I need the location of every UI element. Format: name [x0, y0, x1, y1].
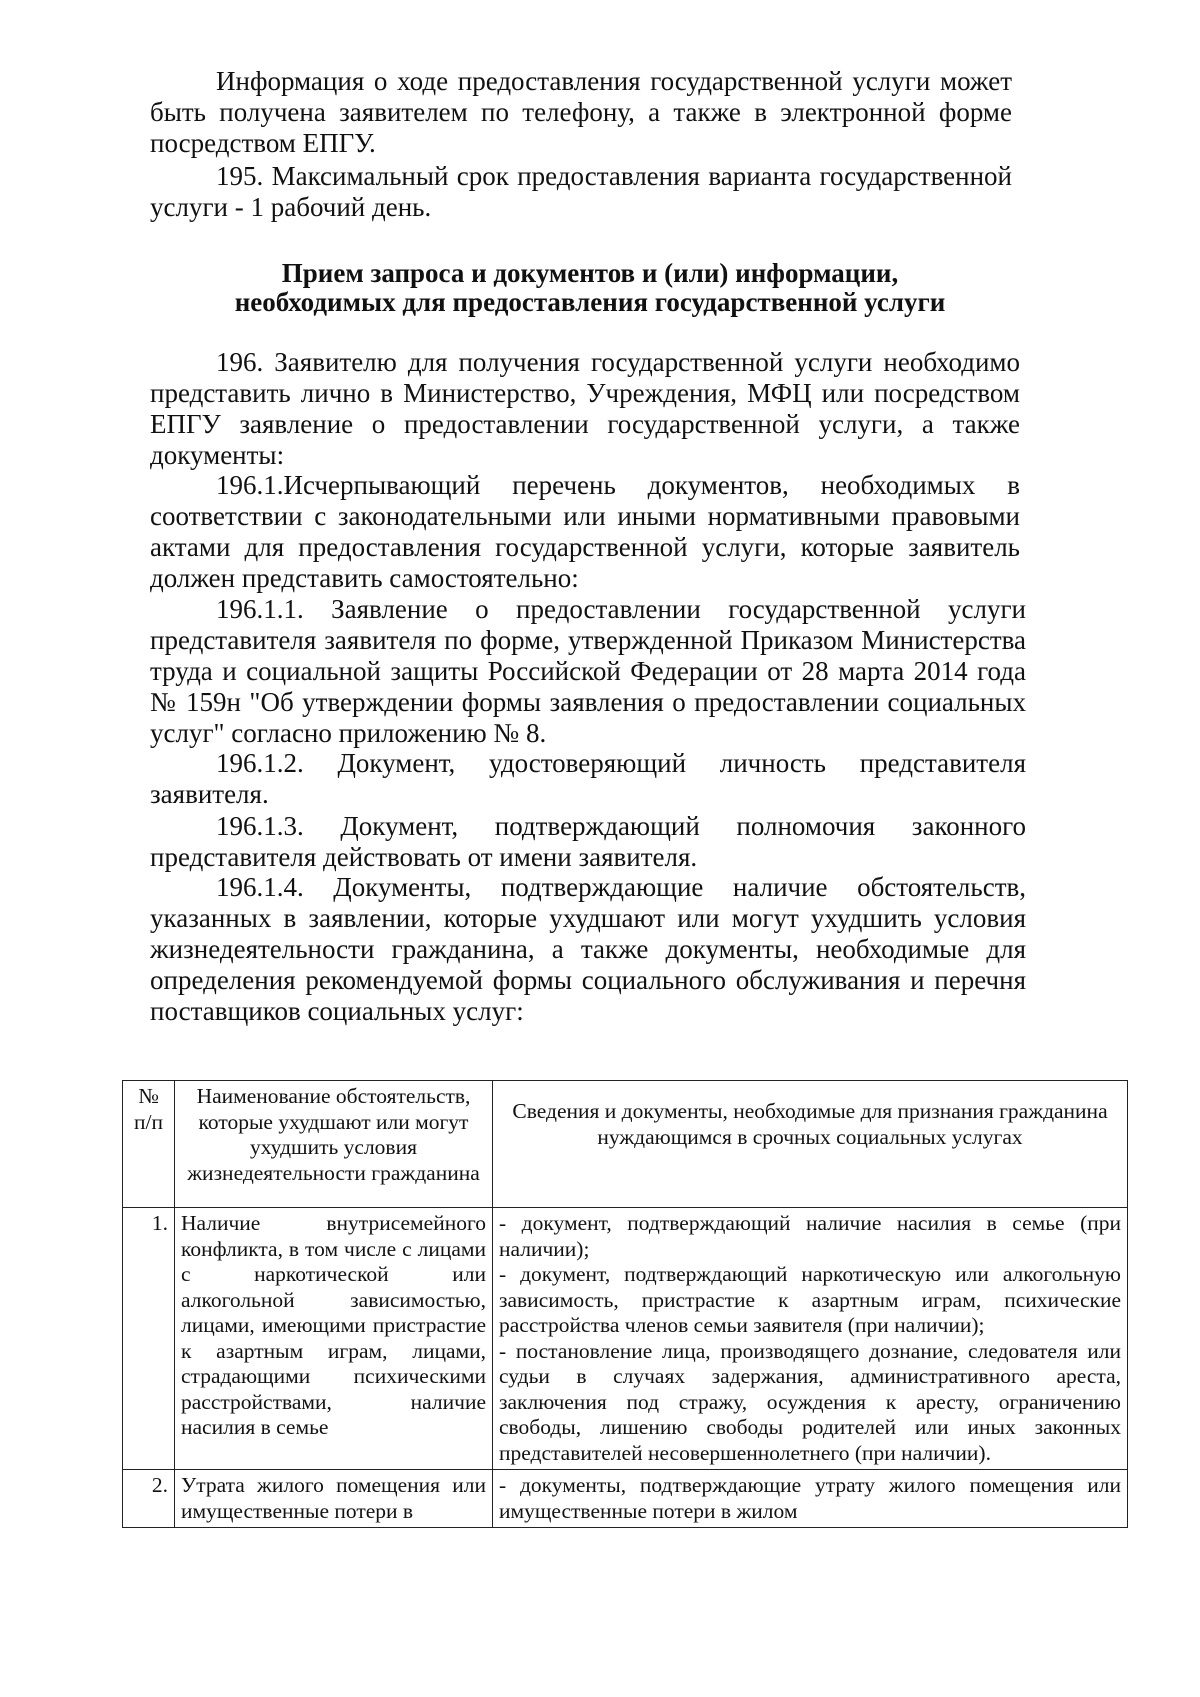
paragraph-196-1: 196.1.Исчерпывающий перечень документов, необходимых в соответствии с законодательными или иными нормативными правовыми актами для предоставления государственной услуги, которые заявитель должен представить самостоятельно: [150, 470, 1020, 593]
row-num: 2. [123, 1470, 175, 1528]
row-circumstance: Утрата жилого помещения или имущественные потери в [175, 1470, 493, 1528]
section-heading-line2: необходимых для предоставления государственной услуги [234, 287, 946, 317]
paragraph-196-1-2: 196.1.2. Документ, удостоверяющий личность представителя заявителя. [150, 748, 1026, 809]
paragraph-196-1-1: 196.1.1. Заявление о предоставлении государственной услуги представителя заявителя по форме, утвержденной Приказом Министерства труда и социальной защиты Российской Федерации от 28 марта 2014 года № 159н "Об утверждении формы заявления о предоставлении социальных услуг" согласно приложению № 8. [150, 594, 1026, 748]
paragraph-196: 196. Заявителю для получения государственной услуги необходимо представить лично в Министерство, Учреждения, МФЦ или посредством ЕПГУ заявление о предоставлении государственной услуги, а также документы: [150, 347, 1020, 470]
circumstances-table [122, 1080, 1128, 1528]
header-circumstance: Наименование обстоятельств, которые ухудшают или могут ухудшить условия жизнедеятельности гражданина [175, 1081, 493, 1208]
paragraph-195: 195. Максимальный срок предоставления варианта государственной услуги - 1 рабочий день. [150, 161, 1012, 222]
header-documents: Сведения и документы, необходимые для признания гражданина нуждающимся в срочных социальных услугах [493, 1081, 1128, 1208]
paragraph-196-1-4: 196.1.4. Документы, подтверждающие наличие обстоятельств, указанных в заявлении, которые ухудшают или могут ухудшить условия жизнедеятельности гражданина, а также документы, необходимые для определения рекомендуемой формы социального обслуживания и перечня поставщиков социальных услуг: [150, 872, 1026, 1026]
table-row [123, 1208, 1128, 1470]
section-heading-line1: Прием запроса и документов и (или) информации, [281, 258, 899, 288]
table-row [123, 1470, 1128, 1528]
row-circumstance: Наличие внутрисемейного конфликта, в том числе с лицами с наркотической или алкогольной зависимостью, лицами, имеющими пристрастие к азартным играм, лицами, страдающими психическими расстройствами, наличие насилия в семье [175, 1208, 493, 1470]
row-documents: - документ, подтверждающий наличие насилия в семье (при наличии); - документ, подтверждающий наркотическую или алкогольную зависимость, пристрастие к азартным играм, психические расстройства членов семьи заявителя (при наличии); - постановление лица, производящего дознание, следователя или судьи в случаях задержания, административного ареста, заключения под стражу, осуждения к аресту, ограничению свободы, лишению свободы родителей или иных законных представителей несовершеннолетнего (при наличии). [493, 1208, 1128, 1470]
table-header-row [123, 1081, 1128, 1208]
header-num: № п/п [123, 1081, 175, 1208]
paragraph-info-progress: Информация о ходе предоставления государственной услуги может быть получена заявителем по телефону, а также в электронной форме посредством ЕПГУ. [150, 66, 1012, 158]
paragraph-196-1-3: 196.1.3. Документ, подтверждающий полномочия законного представителя действовать от имени заявителя. [150, 811, 1026, 872]
row-num: 1. [123, 1208, 175, 1470]
row-documents: - документы, подтверждающие утрату жилого помещения или имущественные потери в жилом [493, 1470, 1128, 1528]
